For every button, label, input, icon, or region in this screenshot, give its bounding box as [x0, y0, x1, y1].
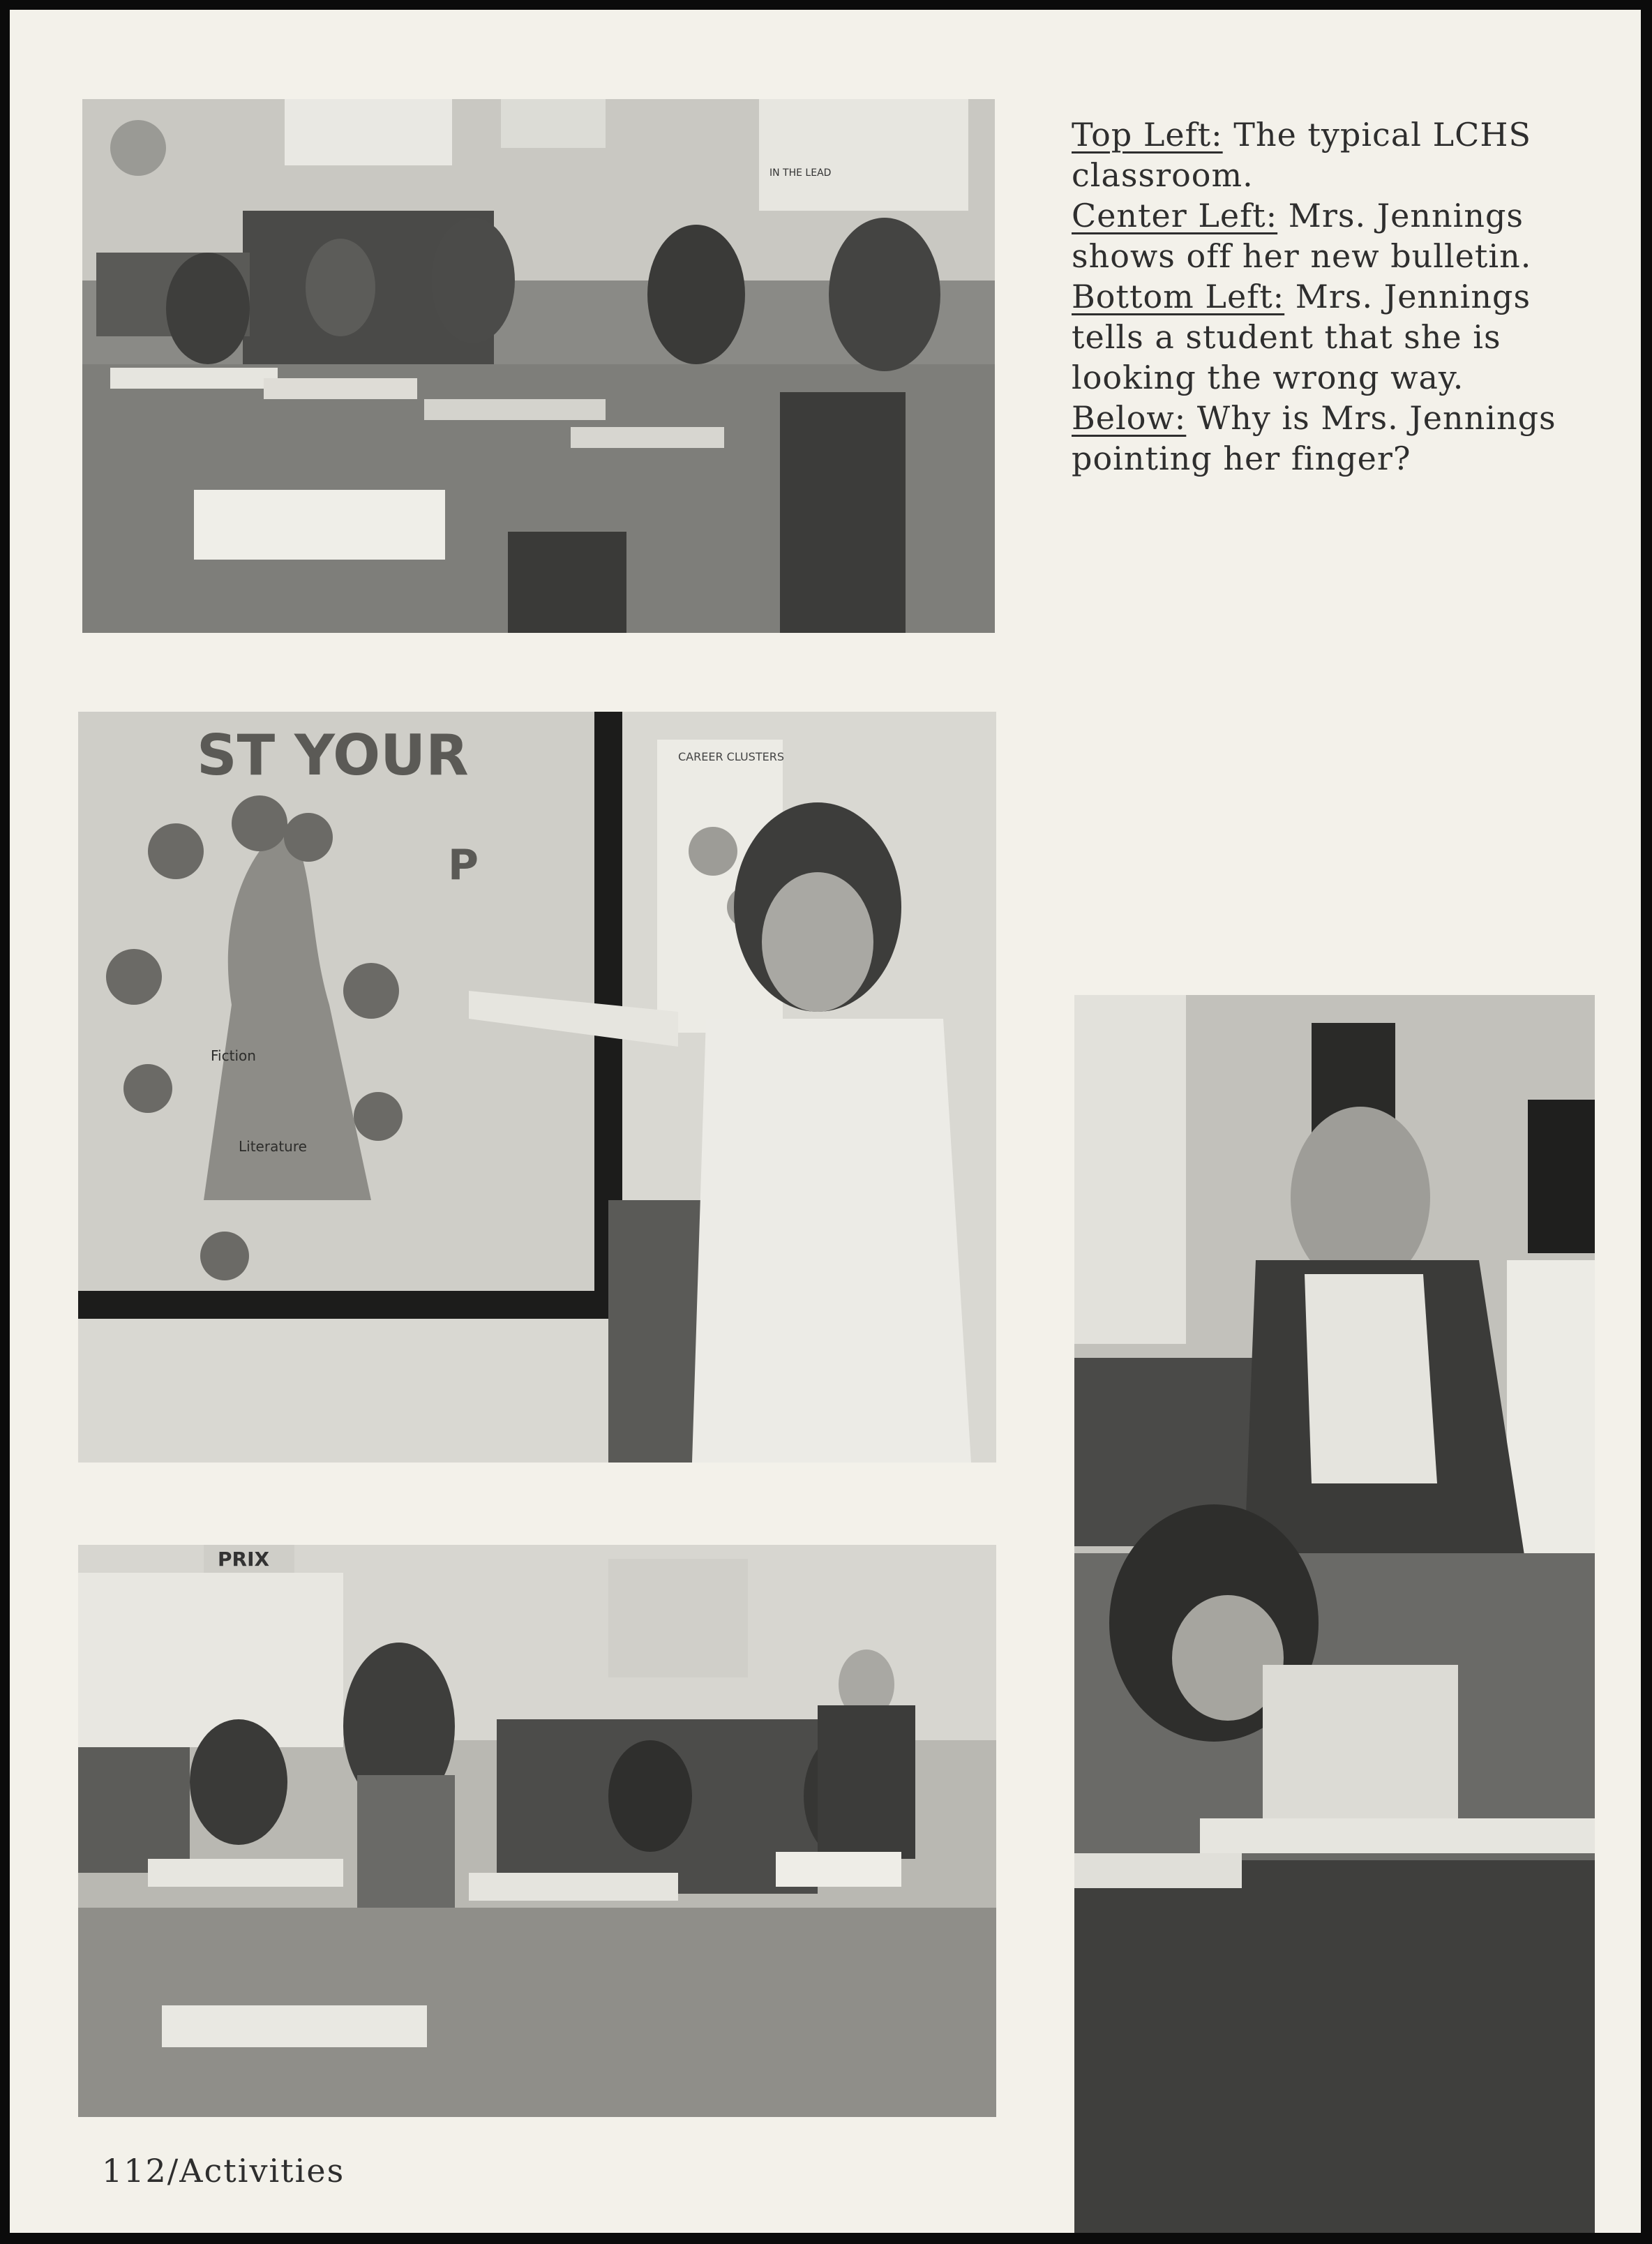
career-poster-text: CAREER CLUSTERS — [678, 750, 784, 763]
photo-students-reading — [78, 1545, 996, 2117]
caption-top-left-label: Top Left: — [1072, 116, 1223, 154]
caption-top-left-text: The typical LCHS — [1222, 116, 1531, 154]
caption-center-left-text-2: shows off her new bulletin. — [1072, 237, 1532, 275]
caption-bottom-left-label: Bottom Left: — [1072, 278, 1285, 315]
photo-teacher-pointing — [1074, 995, 1595, 2233]
photo-bulletin-board — [78, 712, 996, 1463]
caption-center-left-label: Center Left: — [1072, 197, 1278, 234]
tree-label-fiction: Fiction — [211, 1047, 256, 1064]
bulletin-side-letter: P — [448, 841, 479, 890]
caption-bottom-left-text-3: looking the wrong way. — [1072, 359, 1464, 396]
page-folio: 112/Activities — [102, 2152, 345, 2190]
caption-below-text-2: pointing her finger? — [1072, 440, 1411, 477]
banner-text: PRIX — [218, 1548, 270, 1571]
yearbook-page — [10, 10, 1641, 2233]
caption-bottom-left-text-2: tells a student that she is — [1072, 318, 1501, 356]
caption-bottom-left-text: Mrs. Jennings — [1284, 278, 1531, 315]
caption-below-text: Why is Mrs. Jennings — [1186, 399, 1556, 437]
caption-center-left-text: Mrs. Jennings — [1277, 197, 1524, 234]
photo-classroom — [82, 99, 995, 633]
photo-captions — [1072, 114, 1630, 479]
poster-text: IN THE LEAD — [769, 167, 832, 179]
tree-label-literature: Literature — [239, 1138, 307, 1155]
caption-top-left-text-2: classroom. — [1072, 156, 1254, 194]
bulletin-heading: ST YOUR — [197, 723, 469, 788]
caption-below-label: Below: — [1072, 399, 1187, 437]
